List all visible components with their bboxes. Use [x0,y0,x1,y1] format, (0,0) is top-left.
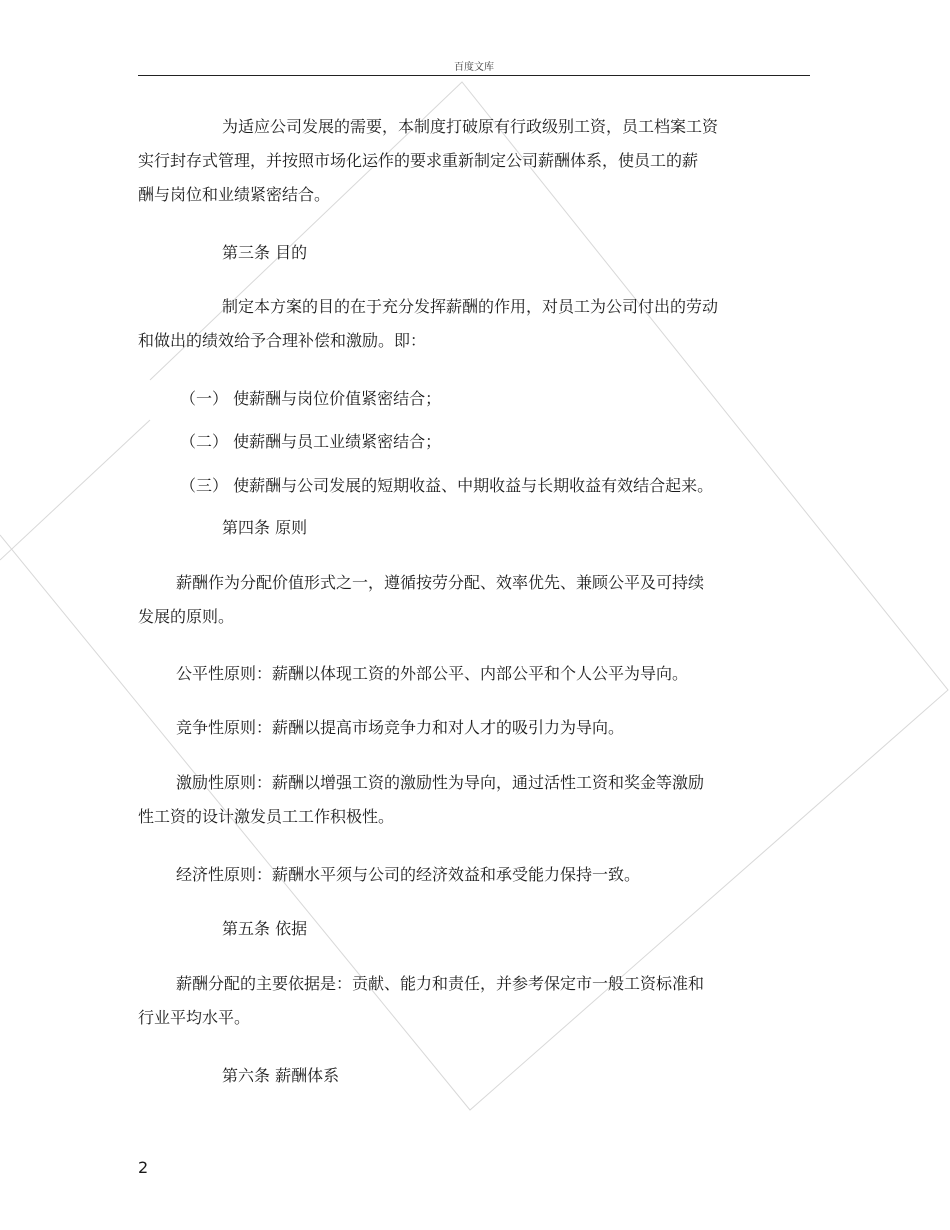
principle-incentive [138,766,704,834]
heading-article-6 [222,1059,339,1093]
heading-article-5 [222,912,307,946]
line: 第三条 目的 [222,243,308,262]
page-number: 2 [138,1158,149,1177]
list-item-3 [180,469,713,503]
line: 为适应公司发展的需要，本制度打破原有行政级别工资，员工档案工资 [222,117,719,136]
line: 酬与岗位和业绩紧密结合。 [138,185,331,204]
line: 薪酬作为分配价值形式之一，遵循按劳分配、效率优先、兼顾公平及可持续 [176,573,705,592]
heading-article-3 [222,236,307,270]
principle-competitiveness [176,711,624,745]
line: 第五条 依据 [222,919,308,938]
line: 制定本方案的目的在于充分发挥薪酬的作用，对员工为公司付出的劳动 [222,297,719,316]
line: 薪酬分配的主要依据是：贡献、能力和责任，并参考保定市一般工资标准和 [176,974,705,993]
header-rule [138,75,810,76]
line: 行业平均水平。 [138,1008,251,1027]
line: 经济性原则：薪酬水平须与公司的经济效益和承受能力保持一致。 [176,865,641,884]
paragraph-principles [138,566,704,634]
page-header: 百度文库 [454,62,494,73]
line: 实行封存式管理，并按照市场化运作的要求重新制定公司薪酬体系，使员工的薪 [138,151,699,170]
principle-economy [176,858,640,892]
line: （三） 使薪酬与公司发展的短期收益、中期收益与长期收益有效结合起来。 [180,476,714,495]
line: 激励性原则：薪酬以增强工资的激励性为导向，通过活性工资和奖金等激励 [176,773,705,792]
line: 发展的原则。 [138,607,235,626]
line: 竞争性原则：薪酬以提高市场竞争力和对人才的吸引力为导向。 [176,718,625,737]
line: （一） 使薪酬与岗位价值紧密结合； [180,389,442,408]
list-item-1 [180,382,441,416]
line: （二） 使薪酬与员工业绩紧密结合； [180,432,442,451]
paragraph-intro [138,110,718,212]
list-item-2 [180,425,441,459]
paragraph-purpose [138,290,718,358]
line: 公平性原则：薪酬以体现工资的外部公平、内部公平和个人公平为导向。 [176,664,689,683]
line: 第六条 薪酬体系 [222,1066,340,1085]
heading-article-4 [222,511,307,545]
line: 第四条 原则 [222,518,308,537]
principle-fairness [176,657,688,691]
line: 性工资的设计激发员工工作积极性。 [138,807,395,826]
paragraph-basis [138,967,704,1035]
line: 和做出的绩效给予合理补偿和激励。即： [138,331,427,350]
